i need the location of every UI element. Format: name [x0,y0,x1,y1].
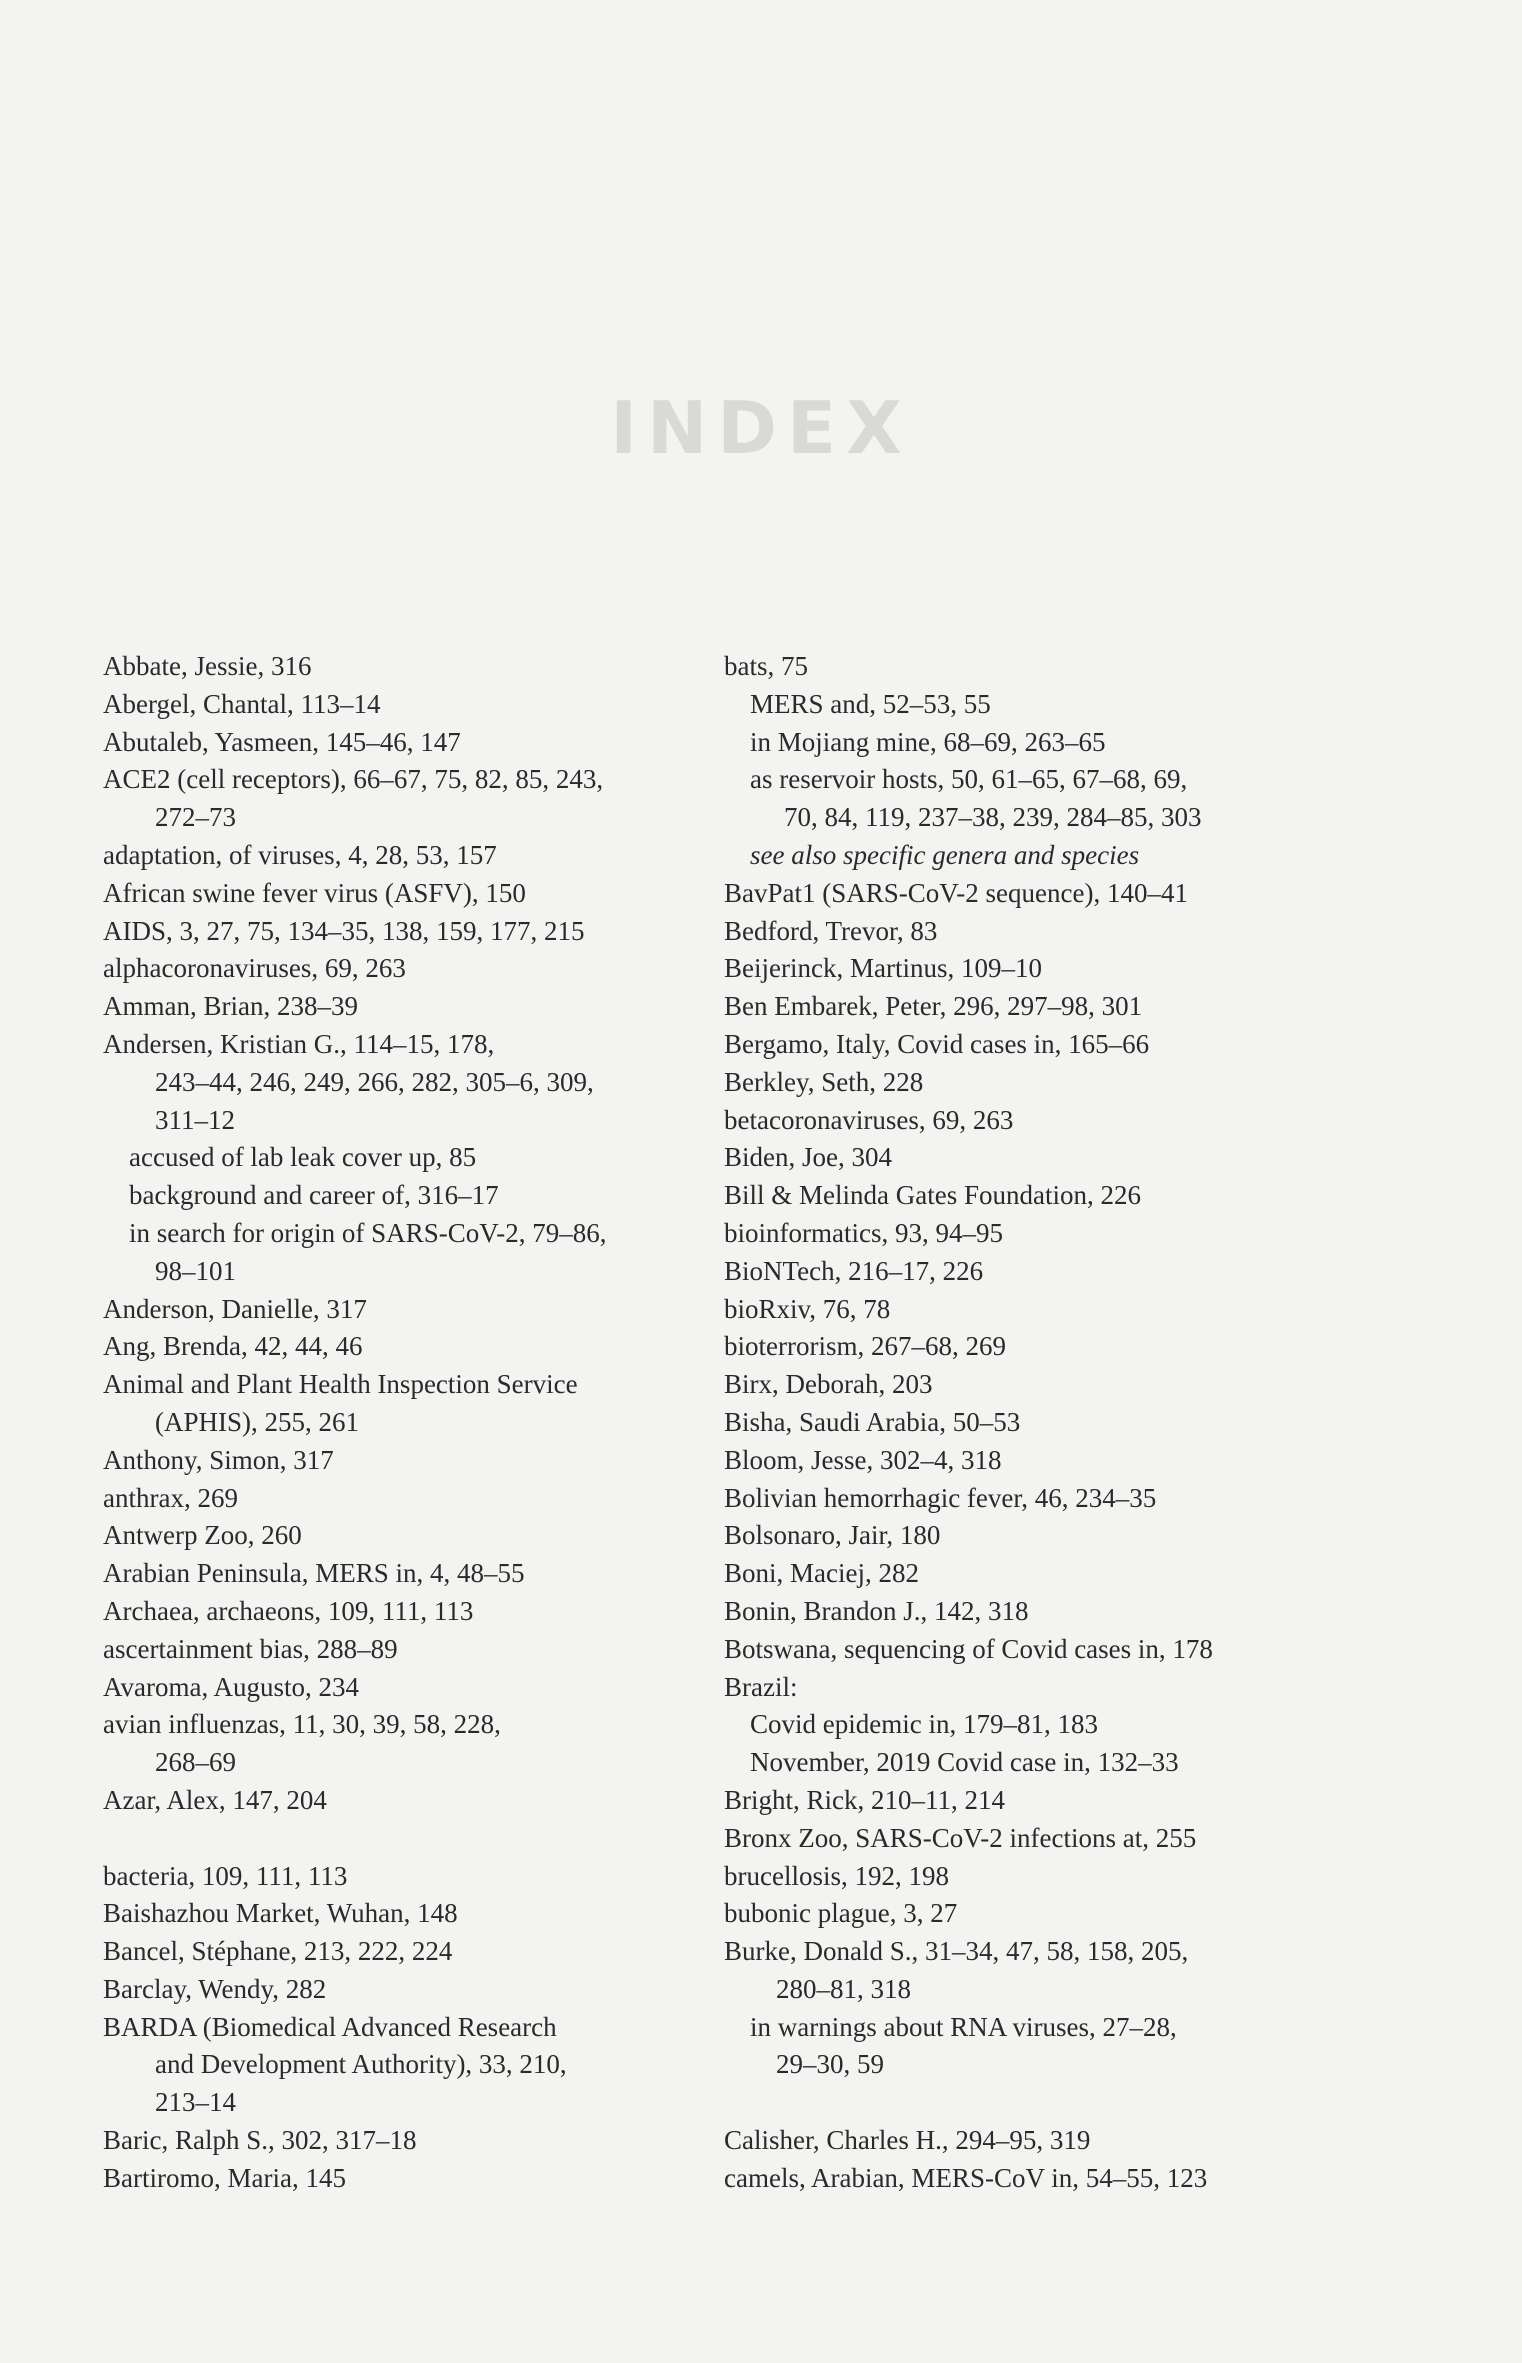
index-subentry: see also specific genera and species [750,839,1140,870]
index-entry: Baishazhou Market, Wuhan, 148 [103,1898,458,1929]
index-subentry: Covid epidemic in, 179–81, 183 [750,1709,1098,1740]
index-subentry: as reservoir hosts, 50, 61–65, 67–68, 69, [750,764,1188,795]
index-subentry: background and career of, 316–17 [129,1180,499,1211]
index-entry: Anthony, Simon, 317 [103,1444,334,1475]
index-entry: betacoronaviruses, 69, 263 [724,1104,1014,1135]
index-entry: Arabian Peninsula, MERS in, 4, 48–55 [103,1558,525,1589]
index-entry: alphacoronaviruses, 69, 263 [103,953,406,984]
index-entry: Birx, Deborah, 203 [724,1369,933,1400]
index-entry: Bill & Melinda Gates Foundation, 226 [724,1180,1141,1211]
index-entry: Bisha, Saudi Arabia, 50–53 [724,1406,1021,1437]
index-subentry: (APHIS), 255, 261 [155,1406,360,1437]
index-column-left [103,648,743,2198]
index-entry: BARDA (Biomedical Advanced Research [103,2011,557,2042]
index-subentry: and Development Authority), 33, 210, [155,2049,567,2080]
index-entry: Calisher, Charles H., 294–95, 319 [724,2125,1091,2156]
index-entry: Abergel, Chantal, 113–14 [103,688,381,719]
index-subentry: 280–81, 318 [776,1973,911,2004]
index-entry: Biden, Joe, 304 [724,1142,892,1173]
index-entry: Bartiromo, Maria, 145 [103,2162,346,2193]
index-entry: Brazil: [724,1671,798,1702]
index-entry: bioinformatics, 93, 94–95 [724,1217,1003,1248]
index-subentry: 272–73 [155,802,236,833]
index-entry: Anderson, Danielle, 317 [103,1293,367,1324]
index-entry: Bancel, Stéphane, 213, 222, 224 [103,1936,453,1967]
index-entry: bacteria, 109, 111, 113 [103,1860,348,1891]
index-subentry: 268–69 [155,1747,236,1778]
index-entry: Ang, Brenda, 42, 44, 46 [103,1331,363,1362]
index-entry: Boni, Maciej, 282 [724,1558,919,1589]
index-entry: BavPat1 (SARS-CoV-2 sequence), 140–41 [724,877,1188,908]
index-entry: Bonin, Brandon J., 142, 318 [724,1595,1029,1626]
index-entry: Antwerp Zoo, 260 [103,1520,302,1551]
index-entry: bioterrorism, 267–68, 269 [724,1331,1006,1362]
index-entry: bioRxiv, 76, 78 [724,1293,891,1324]
index-entry: Ben Embarek, Peter, 296, 297–98, 301 [724,991,1143,1022]
index-entry: camels, Arabian, MERS-CoV in, 54–55, 123 [724,2162,1208,2193]
index-entry: Archaea, archaeons, 109, 111, 113 [103,1595,474,1626]
index-entry: Bronx Zoo, SARS-CoV-2 infections at, 255 [724,1822,1197,1853]
index-section-gap [103,1820,743,1858]
index-entry: Animal and Plant Health Inspection Service [103,1369,578,1400]
index-section-gap [724,2084,1384,2122]
index-entry: Bedford, Trevor, 83 [724,915,938,946]
index-subentry: 213–14 [155,2087,236,2118]
index-entry: bubonic plague, 3, 27 [724,1898,958,1929]
index-entry: ascertainment bias, 288–89 [103,1633,398,1664]
index-subentry: in Mojiang mine, 68–69, 263–65 [750,726,1106,757]
index-entry: Bright, Rick, 210–11, 214 [724,1784,1005,1815]
index-entry: Bergamo, Italy, Covid cases in, 165–66 [724,1028,1150,1059]
index-subentry: 29–30, 59 [776,2049,884,2080]
index-entry: bats, 75 [724,651,808,681]
index-entry: ACE2 (cell receptors), 66–67, 75, 82, 85, 243, [103,764,604,795]
index-entry: anthrax, 269 [103,1482,238,1513]
index-entry: Burke, Donald S., 31–34, 47, 58, 158, 205, [724,1936,1189,1967]
index-entry: Amman, Brian, 238–39 [103,991,358,1022]
index-entry: Azar, Alex, 147, 204 [103,1784,327,1815]
index-subentry: 311–12 [155,1104,235,1135]
index-entry: avian influenzas, 11, 30, 39, 58, 228, [103,1709,501,1740]
index-subentry: in warnings about RNA viruses, 27–28, [750,2011,1177,2042]
index-subentry: 98–101 [155,1255,236,1286]
index-entry: Bloom, Jesse, 302–4, 318 [724,1444,1002,1475]
page-title: INDEX [610,386,912,470]
index-entry: Barclay, Wendy, 282 [103,1973,327,2004]
index-entry: Bolsonaro, Jair, 180 [724,1520,941,1551]
index-entry: BioNTech, 216–17, 226 [724,1255,984,1286]
index-entry: Abutaleb, Yasmeen, 145–46, 147 [103,726,461,757]
index-entry: Abbate, Jessie, 316 [103,651,312,681]
index-entry: AIDS, 3, 27, 75, 134–35, 138, 159, 177, 215 [103,915,585,946]
index-subentry: accused of lab leak cover up, 85 [129,1142,477,1173]
index-subentry: MERS and, 52–53, 55 [750,688,991,719]
index-entry: Bolivian hemorrhagic fever, 46, 234–35 [724,1482,1157,1513]
index-entry: adaptation, of viruses, 4, 28, 53, 157 [103,839,497,870]
index-subentry: 70, 84, 119, 237–38, 239, 284–85, 303 [784,802,1202,833]
index-subentry: 243–44, 246, 249, 266, 282, 305–6, 309, [155,1066,594,1097]
index-subentry: in search for origin of SARS-CoV-2, 79–86, [129,1217,607,1248]
index-entry: Botswana, sequencing of Covid cases in, 178 [724,1633,1213,1664]
index-entry: African swine fever virus (ASFV), 150 [103,877,526,908]
index-subentry: November, 2019 Covid case in, 132–33 [750,1747,1179,1778]
index-entry: brucellosis, 192, 198 [724,1860,949,1891]
index-entry: Berkley, Seth, 228 [724,1066,924,1097]
index-entry: Baric, Ralph S., 302, 317–18 [103,2125,417,2156]
index-entry: Beijerinck, Martinus, 109–10 [724,953,1042,984]
index-entry: Avaroma, Augusto, 234 [103,1671,359,1702]
index-entry: Andersen, Kristian G., 114–15, 178, [103,1028,495,1059]
index-column-right [724,648,1384,2198]
